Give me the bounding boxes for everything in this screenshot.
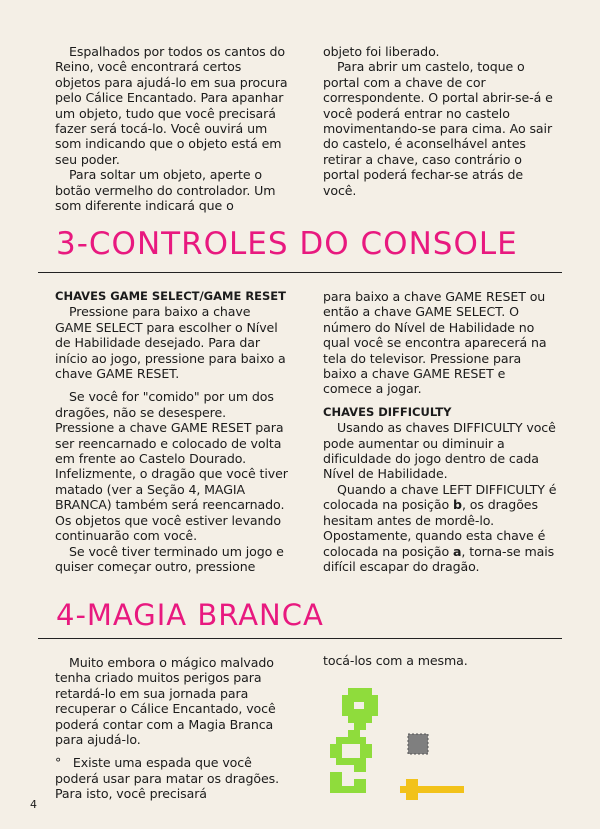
- page-number: 4: [30, 798, 37, 811]
- sword-icon: [400, 779, 464, 800]
- section-4-rule: [38, 638, 562, 639]
- square-icon: [408, 734, 428, 754]
- paragraph: [323, 482, 557, 574]
- text-run: , os dragões hesitam antes de mordê-lo. Opostamente, quando esta chave é colocada na posição: [323, 497, 546, 559]
- section-3-right-column: [323, 289, 557, 574]
- section-4-right-column: [323, 653, 557, 668]
- text-run: , torna-se mais difícil escapar do dragão.: [323, 543, 555, 574]
- text-run: Existe uma espada que você poderá usar para matar os dragões. Para isto, você precisará: [55, 755, 279, 802]
- bullet: °: [55, 755, 62, 771]
- intro-right-column: [323, 44, 557, 198]
- paragraph: objeto foi liberado.: [323, 44, 440, 59]
- section-3-rule: [38, 272, 562, 273]
- paragraph: Espalhados por todos os cantos do Reino, você encontrará certos objetos para ajudá-lo em sua procura pelo Cálice Encantado. Para apanhar um objeto, tudo que você precisará fazer será tocá-lo. Você ouvirá um som indicando que o objeto está em seu poder.: [55, 44, 288, 167]
- paragraph: tocá-los com a mesma.: [323, 653, 468, 668]
- paragraph: Pressione para baixo a chave GAME SELECT para escolher o Nível de Habilidade desejado. Para dar início ao jogo, pressione para baixo a chave GAME RESET.: [55, 304, 286, 382]
- dragon-illustration: [330, 688, 470, 813]
- subheading: CHAVES DIFFICULTY: [323, 404, 452, 419]
- text-run: Quando a chave LEFT DIFFICULTY é colocada na posição: [323, 481, 557, 513]
- section-3-heading: 3-CONTROLES DO CONSOLE: [56, 226, 518, 262]
- paragraph: Se você tiver terminado um jogo e quiser começar outro, pressione: [55, 543, 284, 574]
- paragraph: Para soltar um objeto, aperte o botão vermelho do controlador. Um som diferente indicará que o: [55, 167, 276, 214]
- position-a: a: [453, 543, 462, 559]
- paragraph: para baixo a chave GAME RESET ou então a chave GAME SELECT. O número do Nível de Habilidade no qual você se encontra aparecerá na tela do televisor. Pressione para baixo a chave GAME RESET e comece a jogar.: [323, 289, 547, 397]
- paragraph: Usando as chaves DIFFICULTY você pode aumentar ou diminuir a dificuldade do jogo dentro de cada Nível de Habilidade.: [323, 420, 556, 482]
- position-b: b: [453, 497, 462, 513]
- section-3-left-column: [55, 289, 289, 574]
- section-4-left-column: [55, 655, 281, 802]
- dragon-icon: [330, 688, 378, 793]
- paragraph: Para abrir um castelo, toque o portal com a chave de cor correspondente. O portal abrir-se-á e você poderá entrar no castelo movimentando-se para cima. Ao sair do castelo, é aconselhável antes retirar a chave, caso contrário o portal poderá fechar-se atrás de você.: [323, 59, 553, 198]
- paragraph: Se você for "comido" por um dos dragões, não se desespere. Pressione a chave GAME RESET para ser reencarnado e colocado de volta em frente ao Castelo Dourado. Infelizmente, o dragão que você tiver matado (ver a Seção 4, MAGIA BRANCA) também será reencarnado. Os objetos que você estiver levando continuarão com você.: [55, 389, 288, 544]
- paragraph: Muito embora o mágico malvado tenha criado muitos perigos para retardá-lo em sua jornada para recuperar o Cálice Encantado, você poderá contar com a Magia Branca para ajudá-lo.: [55, 655, 276, 748]
- intro-left-column: [55, 44, 289, 213]
- paragraph: [55, 755, 281, 801]
- section-4-heading: 4-MAGIA BRANCA: [56, 598, 324, 632]
- subheading: CHAVES GAME SELECT/GAME RESET: [55, 289, 287, 303]
